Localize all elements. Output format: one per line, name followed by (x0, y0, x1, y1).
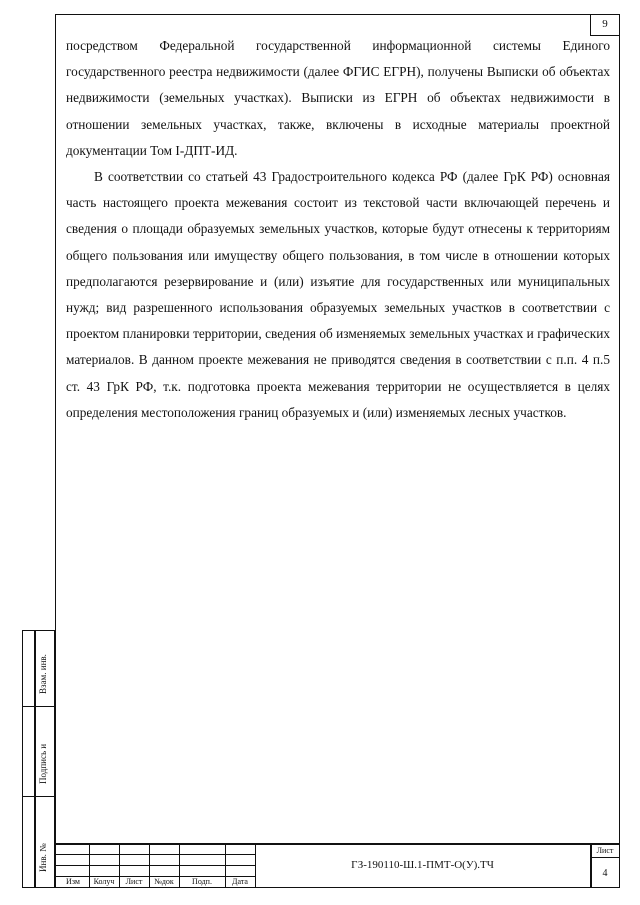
page-number: 9 (590, 14, 620, 36)
sheet-number: 4 (602, 868, 608, 879)
sheet-label: Лист (596, 846, 614, 855)
side-strip (22, 630, 55, 888)
stamp-col-koluch: Колуч (93, 877, 115, 886)
stamp-col-data: Дата (232, 877, 248, 886)
side-label-vzam-inv: Взам. инв. (38, 654, 48, 694)
body-text (66, 33, 610, 426)
side-label-inv-no: Инв. № (38, 843, 48, 872)
stamp-col-podp: Подп. (192, 877, 212, 886)
document-code: ГЗ-190110-Ш.1-ПМТ-О(У).ТЧ (351, 859, 494, 871)
side-strip-col-a (22, 630, 35, 888)
side-strip-divider-1 (22, 706, 55, 707)
stamp-col-list: Лист (125, 877, 143, 886)
side-label-podpis: Подпись и (38, 743, 48, 784)
stamp-col-izm: Изм (66, 877, 80, 886)
stamp-col-ndok: №док (154, 877, 174, 886)
side-strip-divider-2 (22, 796, 55, 797)
paragraph-1: посредством Федеральной государственной информационной системы Единого государственного реестра недвижимости (далее ФГИС ЕГРН), получены Выписки об объектах недвижимости (земельных участках). Выписки из ЕГРН об объектах недвижимости в отношении земельных участках, также, включены в исходные материалы проектной документации Том I-ДПТ-ИД. (66, 38, 610, 158)
paragraph-2: В соответствии со статьей 43 Градостроительного кодекса РФ (далее ГрК РФ) основная часть настоящего проекта межевания состоит из текстовой части включающей перечень и сведения о площади образуемых земельных участков, которые будут отнесены к территориям общего пользования или имуществу общего пользования, в том числе в отношении которых предполагаются резервирование и (или) изъятие для государственных или муниципальных нужд; вид разрешенного использования образуемых земельных участков в соответствии с проектом планировки территории, сведения об изменяемых земельных участках и графических материалов. В данном проекте межевания не приводятся сведения в соответствии с п.п. 4 п.5 ст. 43 ГрК РФ, т.к. подготовка проекта межевания территории не осуществляется в целях определения местоположения границ образуемых и (или) изменяемых лесных участков. (66, 169, 610, 420)
